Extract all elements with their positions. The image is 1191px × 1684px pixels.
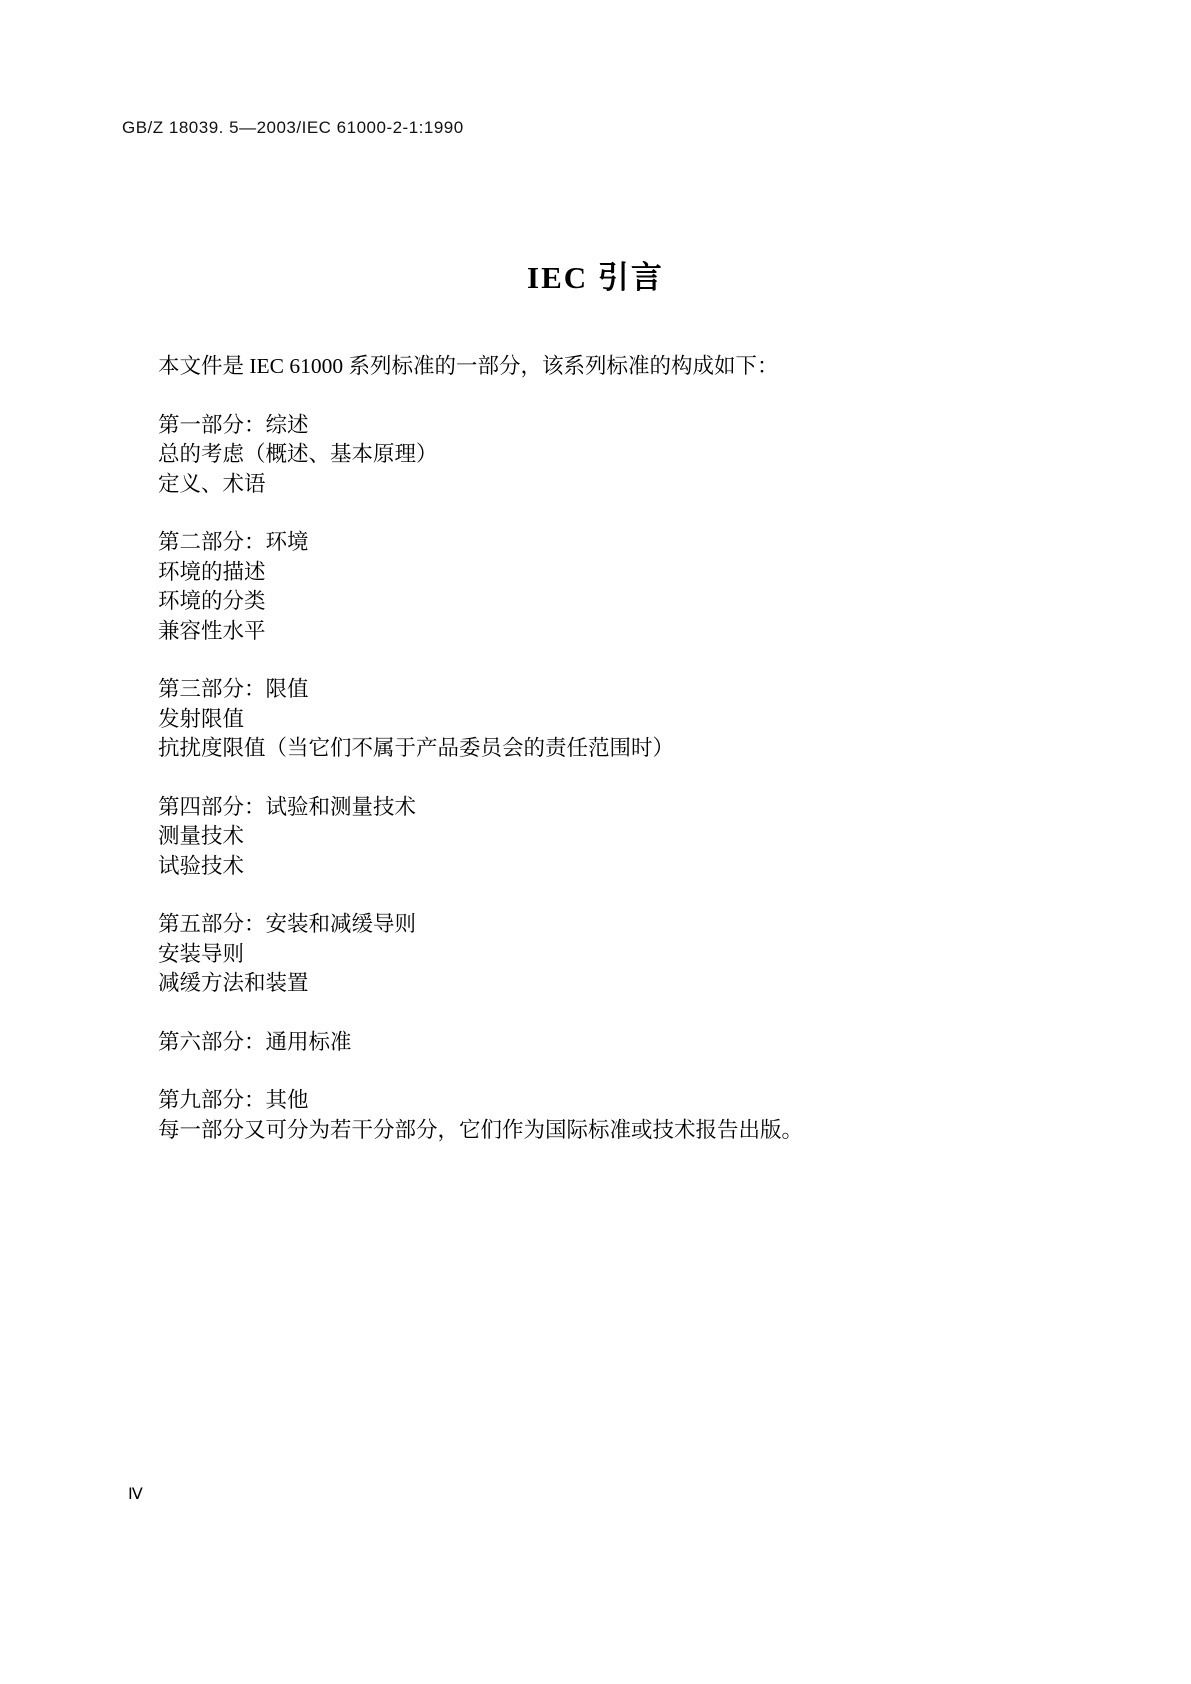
section-line: 第四部分：试验和测量技术 <box>158 794 417 819</box>
section-line: 第五部分：安装和减缓导则 <box>158 912 417 936</box>
section-line: 兼容性水平 <box>158 618 266 643</box>
section-block-4 <box>158 793 1018 882</box>
page-number: Ⅳ <box>128 1486 143 1503</box>
section-line: 环境的描述 <box>158 559 266 584</box>
section-line: 试验技术 <box>158 853 245 878</box>
section-block-1 <box>158 411 1018 500</box>
section-block-7 <box>158 1086 1018 1145</box>
section-line: 减缓方法和装置 <box>158 971 309 995</box>
section-line: 定义、术语 <box>158 471 266 496</box>
section-line: 环境的分类 <box>158 589 266 613</box>
section-block-2 <box>158 528 1018 646</box>
section-line: 总的考虑（概述、基本原理） <box>158 442 438 466</box>
page-header-standard-code: GB/Z 18039. 5—2003/IEC 61000-2-1:1990 <box>122 118 464 137</box>
intro-paragraph: 本文件是 IEC 61000 系列标准的一部分，该系列标准的构成如下： <box>158 354 779 378</box>
section-block-5 <box>158 910 1018 999</box>
section-line: 测量技术 <box>158 824 245 848</box>
section-line: 发射限值 <box>158 706 245 731</box>
section-line: 第六部分：通用标准 <box>158 1029 352 1054</box>
page-title: IEC 引言 <box>527 260 664 295</box>
section-block-6 <box>158 1028 1018 1058</box>
section-line: 抗扰度限值（当它们不属于产品委员会的责任范围时） <box>158 736 675 760</box>
section-line: 安装导则 <box>158 941 245 966</box>
section-line: 第二部分：环境 <box>158 530 309 554</box>
section-line: 每一部分又可分为若干分部分，它们作为国际标准或技术报告出版。 <box>158 1117 804 1142</box>
section-line: 第一部分：综述 <box>158 412 309 437</box>
document-body <box>158 352 1018 1145</box>
section-line: 第九部分：其他 <box>158 1088 309 1112</box>
section-line: 第三部分：限值 <box>158 677 309 701</box>
section-block-3 <box>158 675 1018 764</box>
